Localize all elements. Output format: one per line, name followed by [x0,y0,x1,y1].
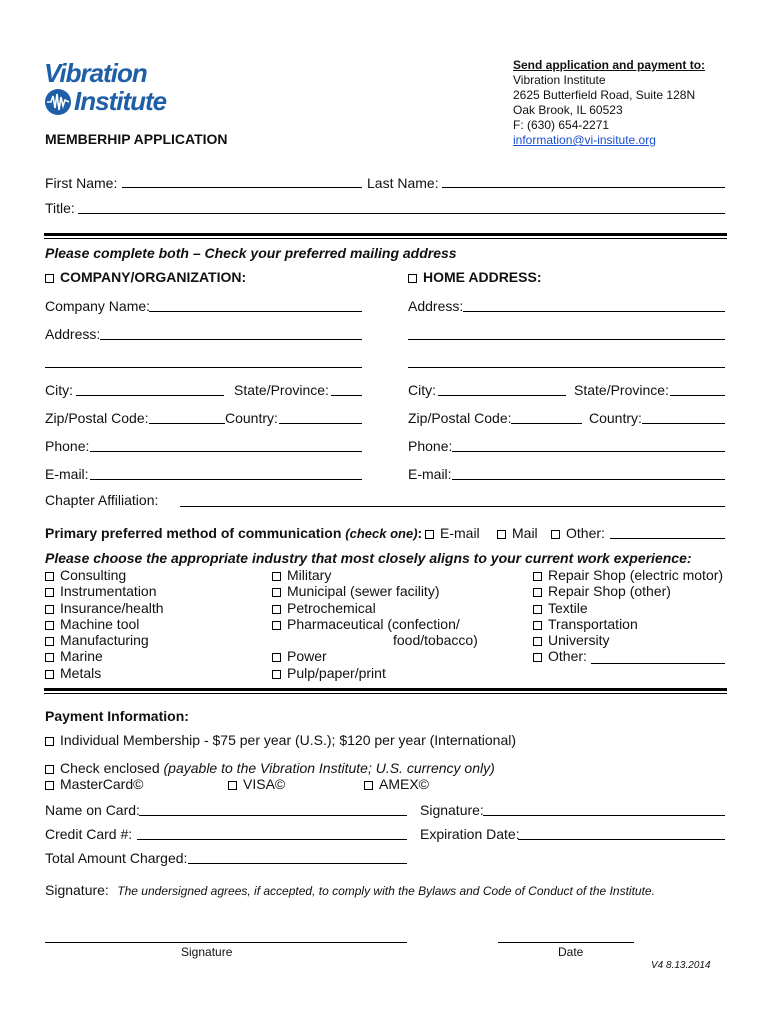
section-divider-thin [44,238,727,239]
home-country-label: Country: [589,410,642,426]
comm-option-email[interactable] [425,525,480,541]
send-to-heading: Send application and payment to: [513,58,706,72]
agreement-text: The undersigned agrees, if accepted, to comply with the Bylaws and Code of Conduct of the Institute. [117,884,655,898]
industry-checkbox[interactable] [533,621,542,630]
company-phone-field[interactable] [90,451,362,452]
home-zip-label: Zip/Postal Code: [408,410,512,426]
visa-checkbox[interactable] [228,781,237,790]
total-label: Total Amount Charged: [45,850,188,866]
logo-word-vibration: Vibration [44,58,147,88]
payment-heading: Payment Information: [45,708,189,724]
industry-checkbox[interactable] [533,637,542,646]
industry-checkbox[interactable] [45,637,54,646]
company-checkbox[interactable] [45,274,54,283]
industry-label: Metals [60,664,102,681]
industry-col1 [45,567,164,681]
industry-option[interactable] [533,567,723,583]
industry-checkbox[interactable] [533,588,542,597]
visa-label: VISA© [243,776,286,792]
home-address-label: Address: [408,298,464,314]
home-state-label: State/Province: [574,382,669,398]
email-link[interactable]: information@vi-insitute.org [513,133,656,147]
industry-option[interactable] [272,665,478,681]
total-field[interactable] [188,863,407,864]
card-amex[interactable] [364,776,429,792]
industry-checkbox[interactable] [272,670,281,679]
send-to-line-2: 2625 Butterfield Road, Suite 128N [513,88,696,102]
industry-label: Consulting [60,567,127,583]
industry-checkbox[interactable] [272,605,281,614]
industry-checkbox[interactable] [45,605,54,614]
payment-signature-field[interactable] [483,815,725,816]
communication-label: Primary preferred method of communication [45,525,342,541]
card-number-label: Credit Card #: [45,826,133,842]
industry-label: Petrochemical [287,599,376,616]
industry-label: Pulp/paper/print [287,664,386,681]
industry-option[interactable] [533,583,723,599]
membership-checkbox[interactable] [45,737,54,746]
industry-option[interactable] [45,567,164,583]
send-to-line-1: Vibration Institute [513,73,606,87]
version-label: V4 8.13.2014 [651,960,711,971]
comm-option-mail[interactable] [497,525,538,541]
final-signature-field[interactable] [45,942,407,943]
communication-hint: (check one) [345,526,418,541]
company-country-field[interactable] [279,423,362,424]
industry-option[interactable] [45,632,164,648]
industry-option[interactable] [45,583,164,599]
industry-option[interactable] [272,616,478,632]
company-zip-field[interactable] [149,423,225,424]
home-city-label: City: [408,382,436,398]
chapter-field[interactable] [180,506,725,507]
industry-option[interactable] [533,632,723,648]
membership-option[interactable] [45,732,516,748]
home-heading [408,269,542,285]
company-phone-label: Phone: [45,438,90,454]
industry-checkbox[interactable] [533,653,542,662]
industry-label: Manufacturing [60,632,149,649]
home-address-field-3[interactable] [408,367,725,368]
company-address-field-2[interactable] [45,367,362,368]
comm-other-label: Other: [566,525,605,541]
industry-label: Other: [548,648,587,665]
industry-label: Pharmaceutical (confection/ [287,615,460,632]
membership-label: Individual Membership - $75 per year (U.S.); $120 per year (International) [60,732,516,748]
industry-instruction: Please choose the appropriate industry that most closely aligns to your current work experience: [45,550,692,566]
expiration-label: Expiration Date: [420,826,520,842]
industry-checkbox[interactable] [272,653,281,662]
card-number-field[interactable] [137,839,407,840]
industry-label: Textile [548,599,588,616]
industry-option[interactable] [533,616,723,632]
industry-checkbox[interactable] [272,588,281,597]
last-name-field[interactable] [442,187,725,188]
industry-checkbox[interactable] [45,572,54,581]
company-email-field[interactable] [90,479,362,480]
industry-label: Insurance/health [60,599,164,616]
home-address-field-2[interactable] [408,339,725,340]
company-name-field[interactable] [149,311,362,312]
company-zip-label: Zip/Postal Code: [45,410,149,426]
logo [44,58,184,120]
home-country-field[interactable] [642,423,725,424]
title-label: Title: [45,200,75,216]
date-field[interactable] [498,942,634,943]
check-label: Check enclosed [60,760,160,776]
card-visa[interactable] [228,776,285,792]
comm-mail-label: Mail [512,525,538,541]
industry-option[interactable] [272,600,478,616]
company-state-label: State/Province: [234,382,329,398]
payment-signature-label: Signature: [420,802,484,818]
industry-checkbox[interactable] [45,670,54,679]
company-heading [45,269,246,285]
mailing-instruction: Please complete both – Check your preferred mailing address [45,245,457,261]
name-on-card-label: Name on Card: [45,802,140,818]
logo-word-institute: Institute [74,86,167,116]
amex-checkbox[interactable] [364,781,373,790]
industry-label: University [548,632,610,649]
date-caption: Date [558,945,584,959]
home-zip-field[interactable] [511,423,582,424]
send-to-line-3: Oak Brook, IL 60523 [513,103,623,117]
industry-checkbox[interactable] [45,621,54,630]
industry-col2 [272,567,478,681]
comm-email-label: E-mail [440,525,480,541]
chapter-label: Chapter Affiliation: [45,492,159,508]
mastercard-label: MasterCard© [60,776,144,792]
first-name-label: First Name: [45,175,118,191]
industry-other-field[interactable] [591,663,725,664]
industry-option[interactable] [272,567,478,583]
industry-label-continued [272,632,478,648]
industry-label: Repair Shop (electric motor) [548,567,724,583]
industry-checkbox[interactable] [272,621,281,630]
title-field[interactable] [78,213,725,214]
industry-option[interactable] [45,648,164,664]
industry-label: Power [287,648,327,665]
home-email-field[interactable] [452,479,725,480]
comm-mail-checkbox[interactable] [497,530,506,539]
waveform-icon [44,88,72,116]
company-heading-label: COMPANY/ORGANIZATION: [60,269,247,285]
home-heading-label: HOME ADDRESS: [423,269,542,285]
amex-label: AMEX© [379,776,429,792]
home-email-label: E-mail: [408,466,452,482]
industry-option[interactable] [272,648,478,664]
industry-checkbox[interactable] [533,572,542,581]
industry-option[interactable] [45,600,164,616]
check-note: (payable to the Vibration Institute; U.S. currency only) [163,760,495,776]
industry-label: Transportation [548,615,638,632]
home-address-field[interactable] [463,311,725,312]
industry-col3 [533,567,723,665]
industry-label: Municipal (sewer facility) [287,583,440,600]
industry-option[interactable] [45,665,164,681]
company-city-field[interactable] [76,395,224,396]
industry-checkbox[interactable] [45,588,54,597]
agreement-row [45,882,655,900]
form-title: MEMBERHIP APPLICATION [45,131,228,147]
name-on-card-field[interactable] [139,815,407,816]
industry-label: Machine tool [60,615,140,632]
check-checkbox[interactable] [45,765,54,774]
industry-checkbox[interactable] [45,653,54,662]
expiration-field[interactable] [518,839,725,840]
comm-email-checkbox[interactable] [425,530,434,539]
home-state-field[interactable] [670,395,725,396]
company-state-field[interactable] [331,395,362,396]
first-name-field[interactable] [122,187,362,188]
agreement-signature-label: Signature: [45,882,109,898]
home-phone-field[interactable] [452,451,725,452]
home-city-field[interactable] [438,395,566,396]
comm-other-field[interactable] [610,538,725,539]
company-name-label: Company Name: [45,298,151,314]
industry-option[interactable] [272,583,478,599]
communication-colon: : [417,525,423,541]
industry-checkbox[interactable] [533,605,542,614]
comm-option-other[interactable] [551,525,605,541]
home-phone-label: Phone: [408,438,453,454]
company-country-label: Country: [225,410,278,426]
section-divider [44,233,727,236]
company-city-label: City: [45,382,73,398]
industry-label: Military [287,567,332,583]
industry-option[interactable] [45,616,164,632]
last-name-label: Last Name: [367,175,439,191]
company-address-label: Address: [45,326,101,342]
home-checkbox[interactable] [408,274,417,283]
check-option[interactable] [45,760,495,776]
company-email-label: E-mail: [45,466,89,482]
send-to-line-4: F: (630) 654-2271 [513,118,610,132]
card-mastercard[interactable] [45,776,143,792]
comm-other-checkbox[interactable] [551,530,560,539]
signature-caption: Signature [181,945,233,959]
industry-label: Instrumentation [60,583,157,600]
section-divider-thin [44,693,727,694]
industry-option[interactable] [533,600,723,616]
industry-label: Marine [60,648,103,665]
communication-row [45,525,422,541]
industry-label: Repair Shop (other) [548,583,671,600]
industry-label: food/tobacco) [393,632,478,649]
industry-checkbox[interactable] [272,572,281,581]
company-address-field[interactable] [100,339,362,340]
mastercard-checkbox[interactable] [45,781,54,790]
section-divider [44,688,727,691]
